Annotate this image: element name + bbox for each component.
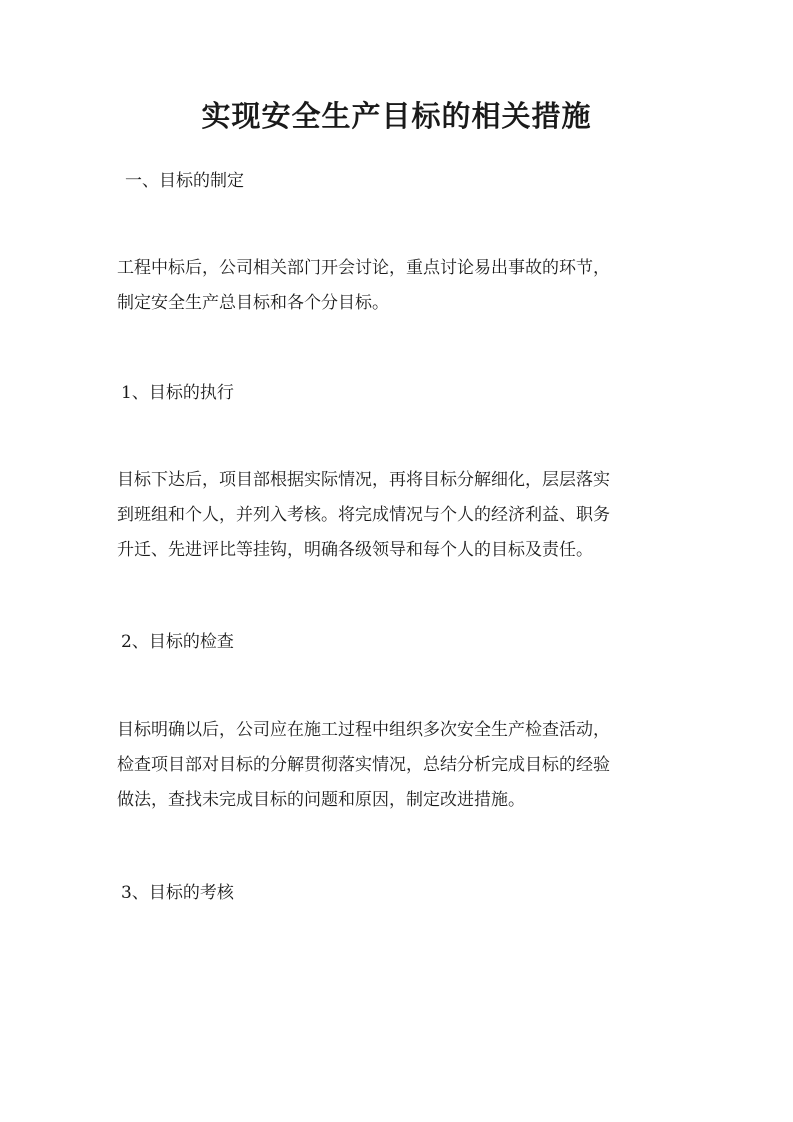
section-heading-goal-execution: 1、目标的执行 xyxy=(121,383,234,403)
paragraph-line: 目标下达后，项目部根据实际情况，再将目标分解细化，层层落实 xyxy=(117,470,610,490)
paragraph-line: 制定安全生产总目标和各个分目标。 xyxy=(117,293,389,313)
section-heading-goal-assessment: 3、目标的考核 xyxy=(121,883,234,903)
section-paragraph-goal-inspection xyxy=(117,713,693,818)
paragraph-line: 到班组和个人，并列入考核。将完成情况与个人的经济利益、职务 xyxy=(117,505,610,525)
section-paragraph-goal-setting xyxy=(117,251,693,321)
section-heading-goal-inspection: 2、目标的检查 xyxy=(121,632,234,652)
paragraph-line: 检查项目部对目标的分解贯彻落实情况，总结分析完成目标的经验 xyxy=(117,755,610,775)
paragraph-line: 目标明确以后，公司应在施工过程中组织多次安全生产检查活动， xyxy=(117,720,610,740)
section-heading-goal-setting: 一、目标的制定 xyxy=(125,171,244,191)
paragraph-line: 工程中标后，公司相关部门开会讨论，重点讨论易出事故的环节， xyxy=(117,258,610,278)
section-paragraph-goal-execution xyxy=(117,463,693,568)
paragraph-line: 做法，查找未完成目标的问题和原因，制定改进措施。 xyxy=(117,790,525,810)
document-title: 实现安全生产目标的相关措施 xyxy=(201,99,592,133)
paragraph-line: 升迁、先进评比等挂钩，明确各级领导和每个人的目标及责任。 xyxy=(117,540,593,560)
